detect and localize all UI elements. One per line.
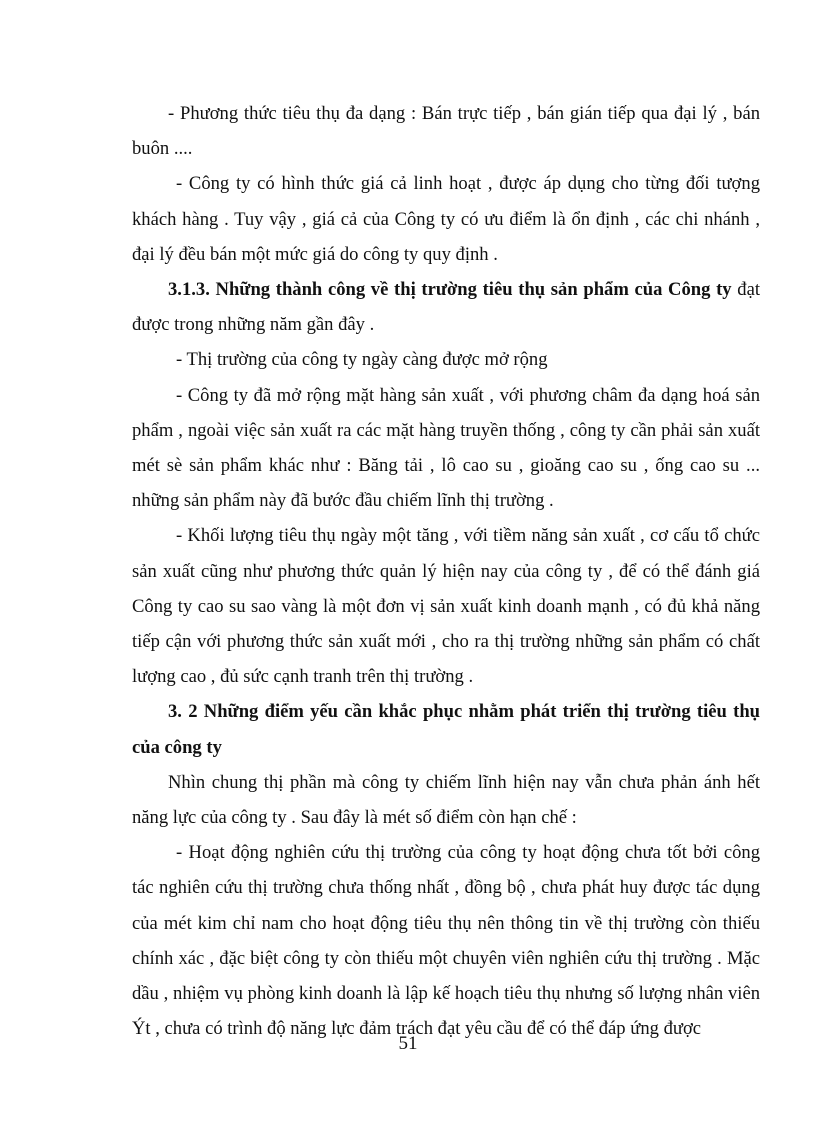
paragraph-market-research: - Hoạt động nghiên cứu thị trường của công ty hoạt động chưa tốt bởi công tác nghiên cứu thị trường chưa thống nhất , đồng bộ , chưa phát huy được tác dụng của mét kim chỉ nam cho hoạt động tiêu thụ nên thông tin về thị trường còn thiếu chính xác , đặc biệt công ty còn thiếu một chuyên viên nghiên cứu thị trường . Mặc dầu , nhiệm vụ phòng kinh doanh là lập kế hoạch tiêu thụ nhưng số lượng nhân viên Ýt , chưa có trình độ năng lực đảm trách đạt yêu cầu để có thể đáp ứng được [132,842,760,1040]
page-body [132,96,760,1046]
heading-3-1-3-tail: đạt được trong những năm gần đây . [132,279,760,336]
paragraph-sales-volume: - Khối lượng tiêu thụ ngày một tăng , với tiềm năng sản xuất , cơ cấu tổ chức sản xuất cũng như phương thức quản lý hiện nay của công ty , để có thể đánh giá Công ty cao su sao vàng là một đơn vị sản xuất kinh doanh mạnh , có đủ khả năng tiếp cận với phương thức sản xuất mới , cho ra thị trường những sản phẩm có chất lượng cao , đủ sức cạnh tranh trên thị trường . [132,525,760,688]
paragraph-sales-methods: - Phương thức tiêu thụ đa dạng : Bán trực tiếp , bán gián tiếp qua đại lý , bán buôn .... [132,103,760,160]
heading-3-2: 3. 2 Những điểm yếu cần khắc phục nhằm phát triển thị trường tiêu thụ của công ty [132,701,760,758]
paragraph-market-share: Nhìn chung thị phần mà công ty chiếm lĩnh hiện nay vẫn chưa phản ánh hết năng lực của công ty . Sau đây là mét số điểm còn hạn chế : [132,771,760,829]
paragraph-market-expansion: - Thị trường của công ty ngày càng được mở rộng [176,349,548,371]
page-number: 51 [398,1033,418,1054]
heading-3-1-3 [132,272,760,342]
paragraph-product-diversification: - Công ty đã mở rộng mặt hàng sản xuất , với phương châm đa dạng hoá sản phẩm , ngoài việc sản xuất ra các mặt hàng truyền thống , công ty cần phải sản xuất mét sè sản phẩm khác như : Băng tải , lô cao su , gioăng cao su , ống cao su ... những sản phẩm này đã bước đầu chiếm lĩnh thị trường . [132,384,760,512]
heading-3-1-3-bold: 3.1.3. Những thành công về thị trường tiêu thụ sản phẩm của Công ty [168,279,732,301]
paragraph-pricing: - Công ty có hình thức giá cả linh hoạt , được áp dụng cho từng đối tượng khách hàng . Tuy vậy , giá cả của Công ty có ưu điểm là ổn định , các chi nhánh , đại lý đều bán một mức giá do công ty quy định . [132,173,760,265]
